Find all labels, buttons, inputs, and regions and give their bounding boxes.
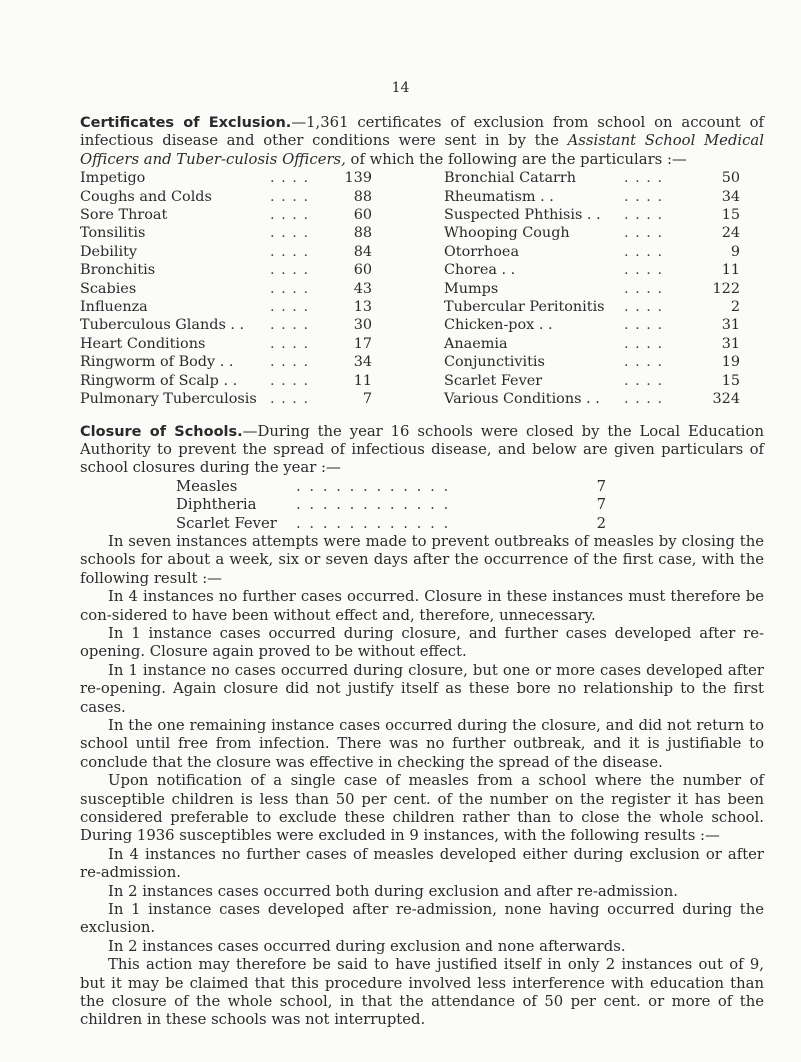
table-row: [80, 169, 740, 187]
left-dots: . . . .: [270, 354, 310, 371]
table-row: [80, 372, 740, 390]
left-value: 17: [353, 335, 372, 352]
spacer: [372, 188, 444, 206]
right-dots: . . . .: [624, 280, 664, 297]
left-value: 88: [353, 188, 372, 205]
spacer: [372, 224, 444, 242]
spacer: [372, 353, 444, 371]
closure-item-value: 7: [596, 477, 606, 495]
spacer: [372, 390, 444, 408]
right-label: Conjunctivitis: [444, 354, 545, 371]
right-value: 31: [721, 335, 740, 352]
left-dots: . . . .: [270, 372, 310, 389]
paragraph: In seven instances attempts were made to prevent outbreaks of measles by closing the schools for about a week, six or seven days after the occurrence of the first case, with the following result :—: [80, 532, 764, 587]
left-label: Ringworm of Scalp . .: [80, 372, 238, 389]
paragraph: In 1 instance cases developed after re-admission, none having occurred during the exclusion.: [80, 901, 764, 937]
table-row: [80, 188, 740, 206]
paragraph: In 4 instances no further cases of measles developed either during exclusion or after re-admission.: [80, 845, 764, 882]
certificates-intro-italic: Assistant School Medical Officers and Tuber-culosis Officers,: [80, 132, 764, 168]
certificates-intro-text: —1,361 certificates of exclusion from school on account of infectious disease and other conditions were sent in by the: [80, 114, 764, 150]
spacer: [372, 169, 444, 187]
right-label: Whooping Cough: [444, 225, 570, 242]
left-dots: . . . .: [270, 317, 310, 334]
table-row: [80, 353, 740, 371]
right-dots: . . . .: [624, 391, 664, 408]
table-row: [80, 298, 740, 316]
left-dots: . . . .: [270, 335, 310, 352]
right-label: Various Conditions . .: [444, 391, 600, 408]
left-dots: . . . .: [270, 299, 310, 316]
right-dots: . . . .: [624, 335, 664, 352]
right-dots: . . . .: [624, 207, 664, 224]
document-body: [80, 114, 764, 1030]
right-label: Suspected Phthisis . .: [444, 207, 601, 224]
left-value: 7: [362, 391, 372, 408]
right-value: 2: [730, 299, 740, 316]
right-dots: . . . .: [624, 262, 664, 279]
spacer: [372, 335, 444, 353]
table-row: [80, 335, 740, 353]
right-value: 122: [712, 280, 740, 297]
right-value: 24: [721, 225, 740, 242]
right-label: Otorrhoea: [444, 243, 520, 260]
left-value: 60: [353, 207, 372, 224]
closure-item: [176, 515, 606, 533]
right-label: Mumps: [444, 280, 499, 297]
spacer: [372, 372, 444, 390]
right-value: 15: [721, 207, 740, 224]
left-value: 13: [353, 299, 372, 316]
right-dots: . . . .: [624, 188, 664, 205]
left-label: Coughs and Colds: [80, 188, 212, 205]
closure-item-value: 7: [596, 496, 606, 514]
left-dots: . . . .: [270, 170, 310, 187]
table-row: [80, 261, 740, 279]
left-value: 43: [353, 280, 372, 297]
paragraph: Upon notification of a single case of measles from a school where the number of susceptible children is less than 50 per cent. of the number on the register it has been considered preferable to exclude these children rather than to close the whole school. During 1936 susceptibles were excluded in 9 instances, with the following results :—: [80, 772, 764, 845]
left-label: Debility: [80, 243, 137, 260]
left-label: Influenza: [80, 299, 148, 316]
right-value: 15: [721, 372, 740, 389]
page-number: 14: [391, 80, 410, 96]
left-value: 11: [353, 372, 372, 389]
left-value: 84: [353, 243, 372, 260]
spacer: [372, 206, 444, 224]
right-label: Scarlet Fever: [444, 372, 543, 389]
left-dots: . . . .: [270, 225, 310, 242]
right-dots: . . . .: [624, 354, 664, 371]
paragraph: In 2 instances cases occurred both during exclusion and after re-admission.: [108, 882, 678, 900]
right-value: 34: [721, 188, 740, 205]
right-dots: . . . .: [624, 372, 664, 389]
paragraph: In 1 instance no cases occurred during closure, but one or more cases developed after re-opening. Again closure did not justify itself as these bore no relationship to the first cases.: [80, 661, 764, 716]
paragraph: In 2 instances cases occurred during exclusion and none afterwards.: [108, 937, 626, 955]
right-value: 11: [721, 262, 740, 279]
right-value: 324: [712, 391, 740, 408]
right-dots: . . . .: [624, 243, 664, 260]
leader-dots: . . . . . . . . . . . .: [296, 477, 451, 495]
left-dots: . . . .: [270, 188, 310, 205]
right-dots: . . . .: [624, 170, 664, 187]
closure-heading: Closure of Schools.: [80, 423, 243, 440]
left-dots: . . . .: [270, 262, 310, 279]
paragraph: In 1 instance cases occurred during closure, and further cases developed after re-opening. Closure again proved to be without effect.: [80, 624, 764, 661]
left-value: 60: [353, 262, 372, 279]
left-dots: . . . .: [270, 391, 310, 408]
table-row: [80, 316, 740, 334]
right-value: 19: [721, 354, 740, 371]
left-label: Tonsilitis: [80, 225, 146, 242]
paragraph: This action may therefore be said to have justified itself in only 2 instances out of 9, but it may be claimed that this procedure involved less interference with education than the closure of the whole school, in that the attendance of 50 per cent. or more of the children in these schools was not interrupted.: [80, 956, 764, 1029]
leader-dots: . . . . . . . . . . . .: [296, 514, 451, 532]
right-value: 31: [721, 317, 740, 334]
certificates-intro-end: of which the following are the particulars :—: [345, 150, 687, 168]
left-value: 30: [353, 317, 372, 334]
left-value: 34: [353, 354, 372, 371]
closure-item-label: Diphtheria: [176, 496, 257, 514]
leader-dots: . . . . . . . . . . . .: [296, 496, 451, 514]
right-dots: . . . .: [624, 299, 664, 316]
left-label: Heart Conditions: [80, 335, 206, 352]
right-label: Chorea . .: [444, 262, 516, 279]
table-row: [80, 243, 740, 261]
certificates-intro: [80, 114, 764, 169]
spacer: [372, 243, 444, 261]
right-dots: . . . .: [624, 225, 664, 242]
paragraph: In 4 instances no further cases occurred. Closure in these instances must therefore be con-sidered to have been without effect and, therefore, unnecessary.: [80, 588, 764, 624]
left-label: Scabies: [80, 280, 137, 297]
closure-item-label: Measles: [176, 477, 238, 495]
left-value: 139: [344, 170, 372, 187]
closure-intro: [80, 423, 764, 478]
exclusion-table: [80, 169, 740, 408]
table-row: [80, 280, 740, 298]
closure-list: [176, 478, 606, 533]
left-label: Bronchitis: [80, 262, 156, 279]
left-label: Impetigo: [80, 170, 146, 187]
left-dots: . . . .: [270, 207, 310, 224]
table-row: [80, 390, 740, 408]
left-label: Ringworm of Body . .: [80, 354, 234, 371]
table-row: [80, 206, 740, 224]
closure-item: [176, 496, 606, 514]
right-label: Bronchial Catarrh: [444, 170, 577, 187]
right-label: Rheumatism . .: [444, 188, 554, 205]
left-value: 88: [353, 225, 372, 242]
spacer: [372, 298, 444, 316]
right-label: Chicken-pox . .: [444, 317, 553, 334]
left-label: Tuberculous Glands . .: [80, 317, 245, 334]
certificates-heading: Certificates of Exclusion.: [80, 115, 292, 131]
closure-item-value: 2: [596, 514, 606, 532]
paragraph: In the one remaining instance cases occurred during the closure, and did not return to school until free from infection. There was no further outbreak, and it is justifiable to conclude that the closure was effective in checking the spread of the disease.: [80, 716, 764, 771]
right-label: Anaemia: [444, 335, 508, 352]
left-label: Sore Throat: [80, 207, 168, 224]
spacer: [372, 280, 444, 298]
closure-paragraphs: [80, 533, 764, 1030]
spacer: [372, 261, 444, 279]
right-value: 9: [730, 243, 740, 260]
closure-item-label: Scarlet Fever: [176, 514, 277, 532]
closure-item: [176, 478, 606, 496]
closure-intro-text: —During the year 16 schools were closed by the Local Education Authority to prevent the spread of infectious disease, and below are given particulars of school closures during the year :—: [80, 422, 764, 477]
left-dots: . . . .: [270, 280, 310, 297]
right-dots: . . . .: [624, 317, 664, 334]
left-label: Pulmonary Tuberculosis: [80, 391, 257, 408]
right-value: 50: [721, 170, 740, 187]
table-row: [80, 224, 740, 242]
spacer: [372, 316, 444, 334]
left-dots: . . . .: [270, 243, 310, 260]
right-label: Tubercular Peritonitis: [444, 299, 605, 316]
